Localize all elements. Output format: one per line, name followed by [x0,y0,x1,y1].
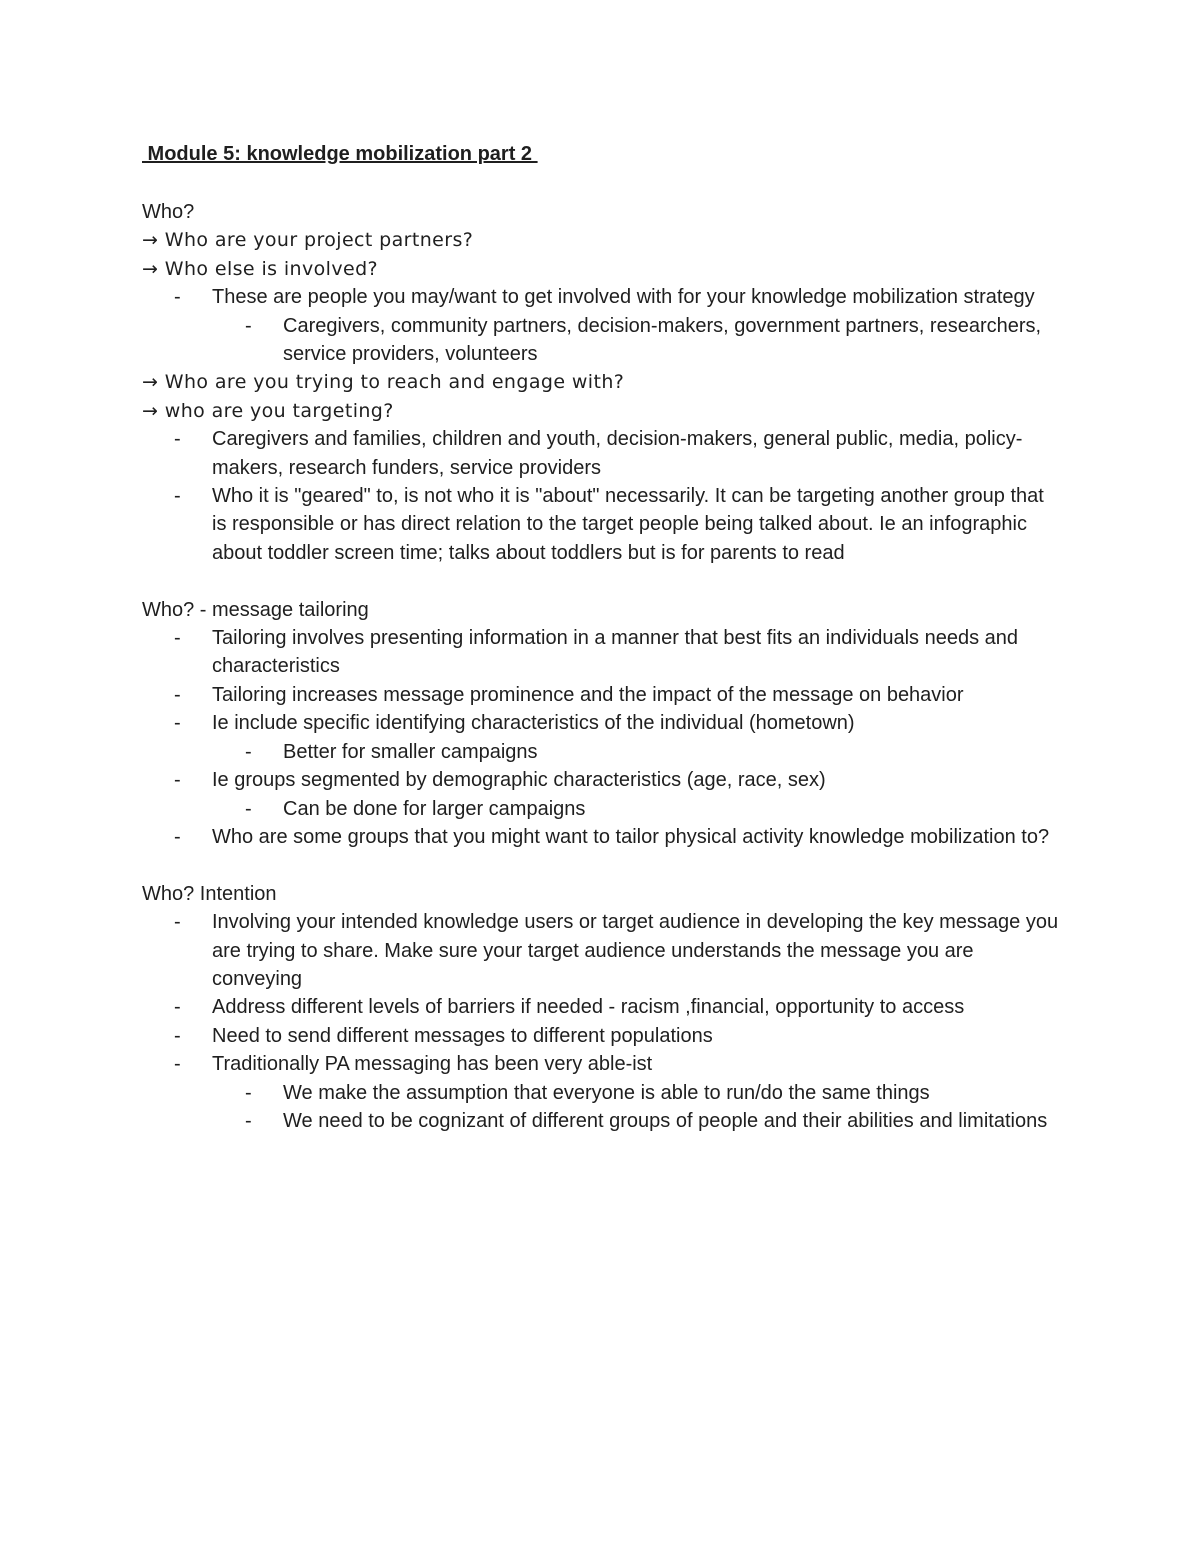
section-who [142,198,1062,567]
section-heading: Who? [142,201,195,223]
bullet-text: Can be done for larger campaigns [283,797,586,820]
dash-marker: - [245,1081,252,1104]
bullet-item [174,993,1062,1021]
dash-marker: - [174,712,181,735]
dash-marker: - [245,1109,252,1132]
bullet-text: Who it is "geared" to, is not who it is "about" necessarily. It can be targeting another group that is responsible or has direct relation to the target people being talked about. Ie an infographic about toddler screen time; talks about toddlers but is for parents to read [212,485,1044,564]
dash-marker: - [174,1024,181,1047]
spacer [142,851,1062,879]
bullet-item [174,482,1062,567]
dash-marker: - [174,286,181,309]
sub-bullet-item [245,312,1062,369]
bullet-text: Tailoring involves presenting information in a manner that best fits an individuals needs and characteristics [212,627,1019,678]
dash-marker: - [174,683,181,706]
dash-marker: - [174,911,181,934]
bullet-item [174,681,1062,709]
sub-bullet-item [245,738,1062,766]
bullet-text: Involving your intended knowledge users or target audience in developing the key message you are trying to share. Make sure your target audience understands the message you are conveying [212,911,1059,990]
bullet-text: Caregivers, community partners, decision-makers, government partners, researchers, service providers, volunteers [283,314,1042,366]
bullet-text: Traditionally PA messaging has been very able-ist [212,1053,653,1076]
bullet-text: Address different levels of barriers if needed - racism ,financial, opportunity to access [212,996,965,1019]
dash-marker: - [245,314,252,337]
bullet-text: Ie groups segmented by demographic characteristics (age, race, sex) [212,769,826,792]
bullet-item [174,624,1062,681]
section-intention [142,880,1062,1136]
arrow-line: → Who are you trying to reach and engage with? [142,371,625,394]
bullet-text: We make the assumption that everyone is able to run/do the same things [283,1081,930,1104]
bullet-text: Who are some groups that you might want to tailor physical activity knowledge mobilization to? [212,825,1050,848]
bullet-text: We need to be cognizant of different groups of people and their abilities and limitations [283,1109,1048,1132]
bullet-item [174,425,1062,482]
bullet-item [174,1050,1062,1078]
sub-bullet-item [245,1107,1062,1135]
section-message-tailoring [142,596,1062,852]
dash-marker: - [245,797,252,820]
sub-bullet-item [245,1079,1062,1107]
dash-marker: - [174,996,181,1019]
bullet-item [174,1022,1062,1050]
bullet-text: Better for smaller campaigns [283,740,538,763]
bullet-item [174,908,1062,993]
bullet-item [174,766,1062,794]
bullet-text: Caregivers and families, children and youth, decision-makers, general public, media, policy-makers, research funders, service providers [212,428,1023,479]
dash-marker: - [174,825,181,848]
section-heading: Who? Intention [142,882,277,905]
page-title: Module 5: knowledge mobilization part 2 [142,143,538,165]
bullet-text: Tailoring increases message prominence and the impact of the message on behavior [212,683,964,706]
arrow-line: → Who are your project partners? [142,229,474,252]
bullet-item [174,283,1062,311]
sub-bullet-item [245,795,1062,823]
spacer [142,567,1062,595]
arrow-line: → who are you targeting? [142,399,394,422]
dash-marker: - [245,740,252,763]
spacer [142,168,1062,198]
bullet-item [174,709,1062,737]
bullet-text: These are people you may/want to get involved with for your knowledge mobilization strategy [212,286,1035,309]
arrow-line: → Who else is involved? [142,257,379,280]
dash-marker: - [174,485,181,508]
document-page [142,140,1062,1135]
dash-marker: - [174,769,181,792]
dash-marker: - [174,428,181,451]
dash-marker: - [174,1053,181,1076]
bullet-text: Need to send different messages to different populations [212,1024,713,1047]
dash-marker: - [174,627,181,650]
bullet-item [174,823,1062,851]
section-heading: Who? - message tailoring [142,598,369,621]
bullet-text: Ie include specific identifying characteristics of the individual (hometown) [212,712,855,735]
